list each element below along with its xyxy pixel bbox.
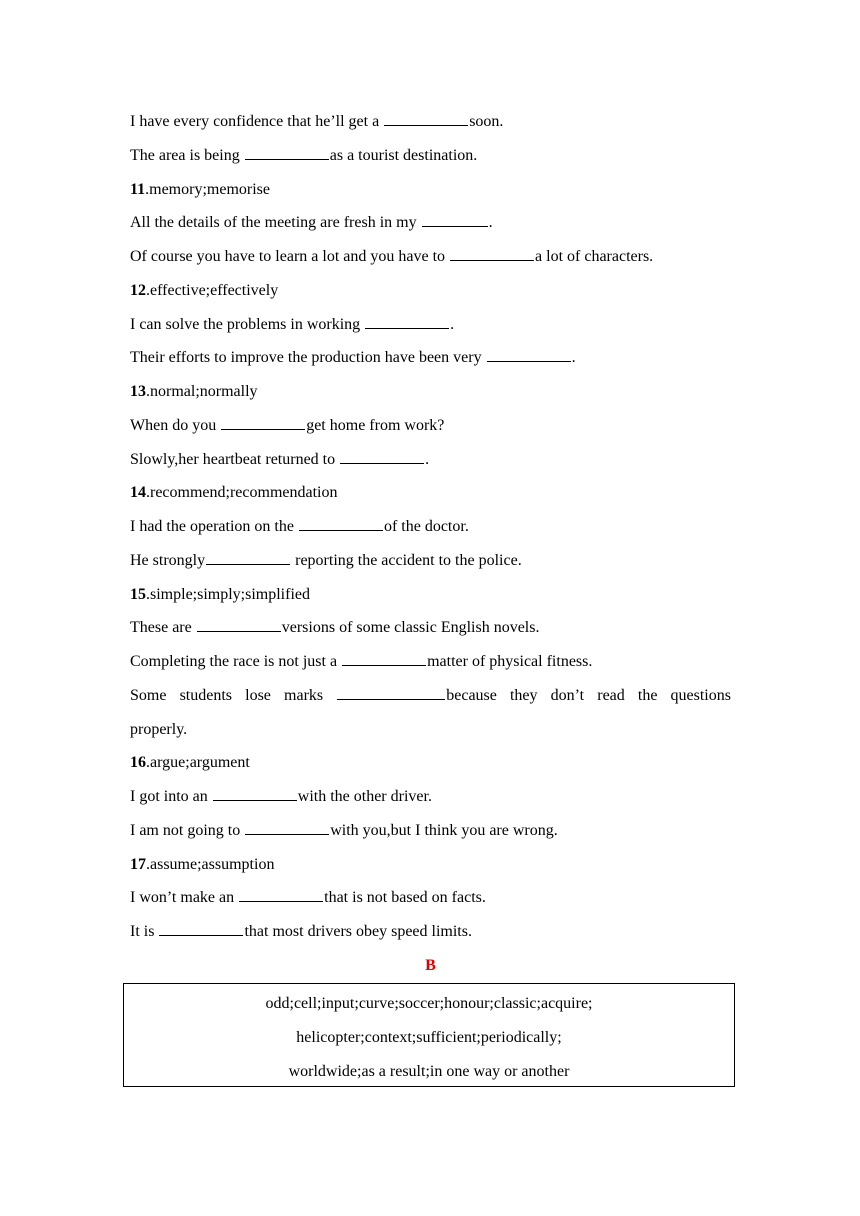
answer-blank[interactable] [245,158,329,160]
answer-blank[interactable] [422,225,488,227]
question-number: 16 [130,754,146,772]
answer-blank[interactable] [342,664,426,666]
sentence-text: These are [130,619,196,637]
answer-blank[interactable] [450,259,534,261]
sentence-line [130,341,731,375]
question-number: 15 [130,585,146,603]
sentence-text: versions of some classic English novels. [281,619,540,637]
word-family: .simple;simply;simplified [146,585,310,603]
sentence-line [130,139,731,173]
sentence-text: Completing the race is not just a [130,653,342,670]
sentence-line [130,240,731,274]
sentence-line [130,544,731,578]
answer-blank[interactable] [245,833,329,835]
sentence-line [130,915,731,949]
word-family: .argue;argument [146,754,250,772]
word: lose [245,686,271,704]
question-heading [130,578,731,612]
sentence-continuation [130,713,731,747]
sentence-text: . [488,214,493,232]
sentence-text: properly. [130,720,188,738]
question-number: 12 [130,281,146,299]
word-family: .recommend;recommendation [146,484,338,502]
question-number: 14 [130,484,146,502]
sentence-text: It is [130,923,159,940]
sentence-text: I won’t make an [130,889,239,907]
sentence-text: Slowly,her heartbeat returned to [130,450,340,468]
question-heading [130,375,731,409]
question-number: 11 [130,180,146,198]
word-bank-line: helicopter;context;sufficient;periodically; [296,1029,562,1046]
answer-blank[interactable] [340,462,424,464]
sentence-line [130,443,731,477]
sentence-line [130,611,731,645]
answer-blank[interactable] [213,799,297,801]
sentence-line [130,409,731,443]
sentence-text: All the details of the meeting are fresh in my [130,214,421,232]
word-bank-line: odd;cell;input;curve;soccer;honour;classic;acquire; [265,995,593,1012]
sentence-text: The area is being [130,146,244,164]
word: read [597,686,625,704]
sentence-text: I had the operation on the [130,518,298,535]
question-heading [130,746,731,780]
sentence-line [130,645,731,679]
blank-with-word [336,679,497,713]
sentence-text: matter of physical fitness. [427,653,593,670]
sentence-text: I have every confidence that he’ll get a [130,113,384,130]
sentence-text: with you,but I think you are wrong. [330,821,558,839]
word: because [446,686,497,704]
justified-sentence-line [130,679,731,713]
word-bank-box [123,983,735,1087]
sentence-text: with the other driver. [297,788,432,805]
word-family: .memory;memorise [145,180,270,198]
answer-blank[interactable] [197,630,281,632]
question-heading [130,274,731,308]
section-heading: B [425,956,436,974]
word: questions [670,686,731,704]
answer-blank[interactable] [299,529,383,531]
question-number: 17 [130,855,146,873]
word: marks [284,686,324,704]
sentence-text: I got into an [130,788,212,805]
answer-blank[interactable] [206,563,290,565]
word: Some [130,686,167,704]
sentence-text: He strongly [130,551,206,569]
sentence-text: that is not based on facts. [324,889,486,907]
sentence-text: . [450,315,455,333]
answer-blank[interactable] [221,428,305,430]
sentence-text: I can solve the problems in working [130,315,365,333]
sentence-text: Of course you have to learn a lot and you have to [130,248,450,265]
sentence-line [130,206,731,240]
question-heading [130,848,731,882]
word: don’t [550,686,585,704]
sentence-line [130,510,731,544]
answer-blank[interactable] [159,934,243,936]
sentence-text: Their efforts to improve the production have been very [130,349,486,367]
sentence-line [130,780,731,814]
sentence-text: . [425,450,430,468]
question-heading [130,476,731,510]
answer-blank[interactable] [365,327,449,329]
word-bank-line: worldwide;as a result;in one way or another [288,1063,570,1080]
sentence-text: that most drivers obey speed limits. [244,923,472,940]
sentence-text: a lot of characters. [535,248,654,265]
sentence-text: get home from work? [306,416,445,434]
word-family: .normal;normally [146,383,258,400]
sentence-line [130,308,731,342]
sentence-line [130,814,731,848]
sentence-text: soon. [469,113,504,130]
sentence-text: When do you [130,416,221,434]
answer-blank[interactable] [337,698,445,700]
question-heading [130,173,731,207]
sentence-text: reporting the accident to the police. [291,551,522,569]
answer-blank[interactable] [239,900,323,902]
word-family: .assume;assumption [146,855,275,873]
sentence-line [130,881,731,915]
word-family: .effective;effectively [146,281,279,299]
sentence-text: . [571,349,576,367]
sentence-text: of the doctor. [383,518,469,535]
sentence-text: I am not going to [130,821,245,839]
word: they [509,686,538,704]
sentence-text: as a tourist destination. [329,146,478,164]
answer-blank[interactable] [384,124,468,126]
word: students [179,686,233,704]
answer-blank[interactable] [487,360,571,362]
sentence-line [130,105,731,139]
exercise-list [130,105,731,983]
question-number: 13 [130,383,146,400]
word: the [637,686,658,704]
